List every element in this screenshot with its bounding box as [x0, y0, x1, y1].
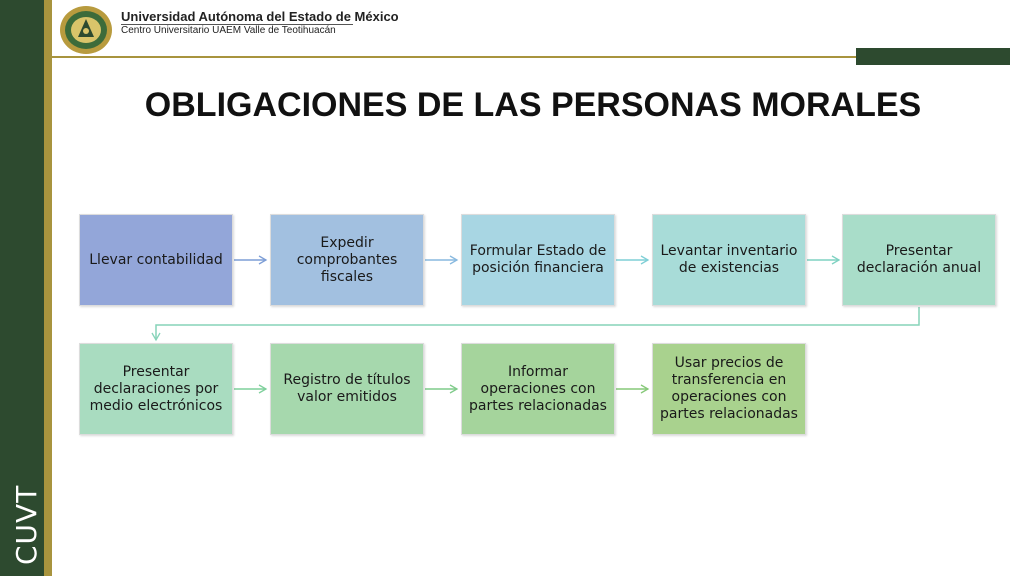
- step-declaracion-anual: Presentar declaración anual: [842, 214, 996, 306]
- step-precios-transferencia: Usar precios de transferencia en operaciones con partes relacionadas: [652, 343, 806, 435]
- step-declaraciones-electronicas: Presentar declaraciones por medio electrónicos: [79, 343, 233, 435]
- step-levantar-inventario: Levantar inventario de existencias: [652, 214, 806, 306]
- cuvt-label: CUVT: [10, 484, 43, 565]
- step-formular-estado: Formular Estado de posición financiera: [461, 214, 615, 306]
- university-name: Universidad Autónoma del Estado de México: [121, 9, 399, 24]
- centro-name: Centro Universitario UAEM Valle de Teotihuacán: [121, 25, 336, 36]
- step-informar-operaciones: Informar operaciones con partes relacionadas: [461, 343, 615, 435]
- page-title: OBLIGACIONES DE LAS PERSONAS MORALES: [144, 86, 922, 124]
- step-llevar-contabilidad: Llevar contabilidad: [79, 214, 233, 306]
- step-expedir-comprobantes: Expedir comprobantes fiscales: [270, 214, 424, 306]
- step-registro-titulos: Registro de títulos valor emitidos: [270, 343, 424, 435]
- arrow-5-6: [156, 307, 919, 340]
